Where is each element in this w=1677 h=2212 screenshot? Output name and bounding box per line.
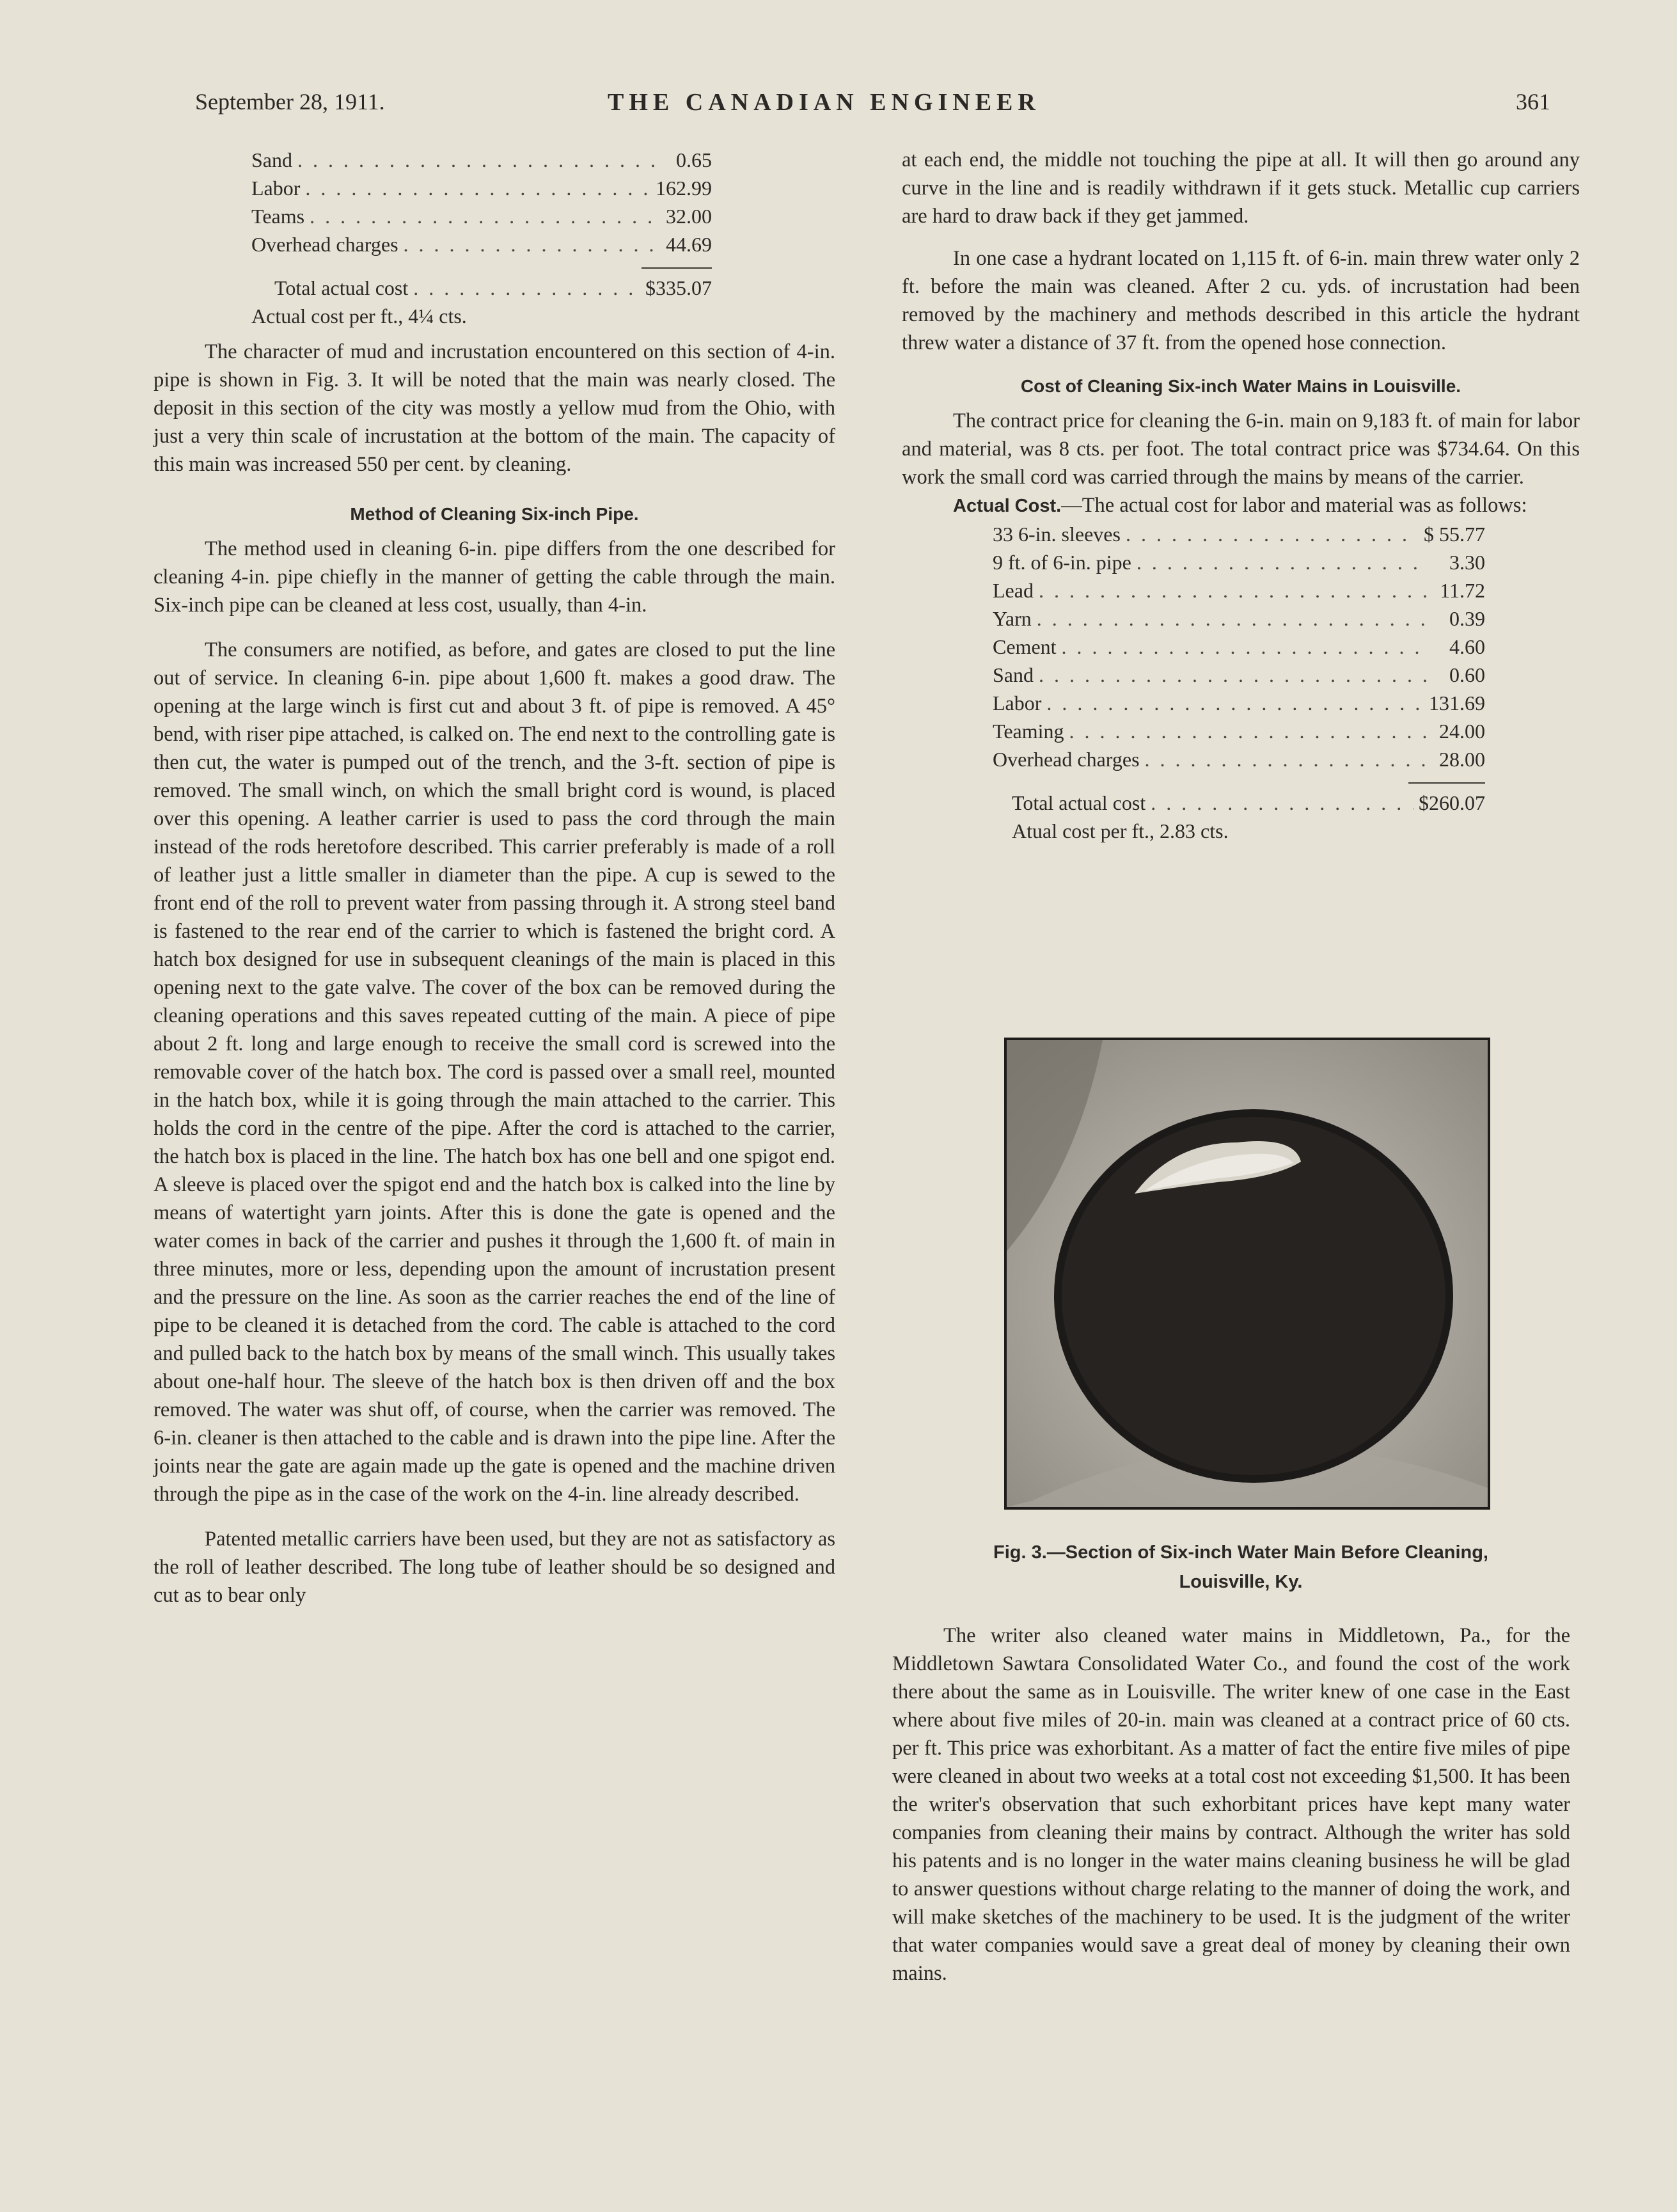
- cost-row: Overhead charges . . . 44.69: [251, 230, 712, 258]
- paragraph: Patented metallic carriers have been used, but they are not as satisfactory as the roll of leather described. The long tube of leather should be so designed and cut as to bear only: [154, 1528, 835, 1607]
- section-heading: Method of Cleaning Six-inch Pipe.: [350, 504, 639, 524]
- cost-row: Sand . . . 0.65: [251, 146, 712, 174]
- run-in-heading: Actual Cost.: [953, 496, 1062, 516]
- section-heading: Cost of Cleaning Six-inch Water Mains in Louisville.: [1020, 376, 1461, 396]
- right-column: [902, 146, 1580, 845]
- cost-per-foot: Actual cost per ft., 4¼ cts.: [251, 304, 467, 328]
- cost-row: Overhead charges . . . 28.00: [993, 745, 1485, 773]
- issue-date: September 28, 1911.: [195, 89, 385, 115]
- paragraph: The method used in cleaning 6-in. pipe differs from the one described for cleaning 4-in. pipe chiefly in the manner of getting the cable through the main. Six-inch pipe can be cleaned at less cost, usually, than 4-in.: [154, 537, 835, 617]
- page-number: 361: [1516, 89, 1550, 115]
- paragraph: Actual Cost.—The actual cost for labor and material was as follows:: [953, 494, 1527, 517]
- paragraph: The contract price for cleaning the 6-in. main on 9,183 ft. of main for labor and material, was 8 cts. per foot. The total contract price was $734.64. On this work the small cord was carried through the mains by means of the carrier.: [902, 409, 1580, 489]
- total-row: Total actual cost . . . $335.07: [251, 274, 712, 302]
- paragraph: at each end, the middle not touching the pipe at all. It will then go around any curve in the line and is readily withdrawn if it gets stuck. Metallic cup carriers are hard to draw back if they get jammed.: [902, 148, 1580, 228]
- cost-table-2: [993, 520, 1485, 845]
- cost-row: Cement . . . 4.60: [993, 633, 1485, 661]
- cost-per-foot: Atual cost per ft., 2.83 cts.: [1012, 819, 1229, 842]
- cost-row: 9 ft. of 6-in. pipe . . . 3.30: [993, 548, 1485, 576]
- paragraph: The character of mud and incrustation encountered on this section of 4-in. pipe is shown in Fig. 3. It will be noted that the main was nearly closed. The deposit in this section of the city was mostly a yellow mud from the Ohio, with just a very thin scale of incrustation at the bottom of the main. The capacity of this main was increased 550 per cent. by cleaning.: [154, 340, 835, 476]
- cost-row: 33 6-in. sleeves . . . $ 55.77: [993, 520, 1485, 548]
- cost-row: Lead . . . 11.72: [993, 576, 1485, 604]
- page-header: [0, 88, 1677, 127]
- journal-title: THE CANADIAN ENGINEER: [608, 89, 1041, 116]
- pipe-section-photo: [1004, 1038, 1490, 1510]
- figure-caption: Fig. 3.—Section of Six-inch Water Main Before Cleaning, Louisville, Ky.: [993, 1542, 1488, 1592]
- sum-rule: [642, 267, 712, 269]
- closing-section: [892, 1622, 1570, 1987]
- sum-rule: [1408, 782, 1485, 784]
- cost-row: Yarn . . . 0.39: [993, 604, 1485, 633]
- paragraph: The writer also cleaned water mains in Middletown, Pa., for the Middletown Sawtara Consolidated Water Co., and found the cost of the work there about the same as in Louisville. The writer knew of one case in the East where about five miles of 20-in. main was cleaned at a contract price of 60 cts. per ft. This price was exhorbitant. As a matter of fact the entire five miles of pipe were cleaned in about two weeks at a total cost not exceeding $1,500. It has been the writer's observation that such exhorbitant prices have kept many water companies from cleaning their mains by contract. Although the writer has sold his patents and is no longer in the water mains cleaning business he will be glad to answer questions without charge relating to the manner of doing the work, and will make sketches of the machinery to be used. It is the judgment of the writer that water companies would save a great deal of money by cleaning their own mains.: [892, 1624, 1570, 1985]
- cost-row: Labor . . . 162.99: [251, 174, 712, 202]
- cost-row: Labor . . . 131.69: [993, 689, 1485, 717]
- left-column: [154, 146, 835, 1609]
- cost-table-1: [251, 146, 712, 330]
- cost-row: Sand . . . 0.60: [993, 661, 1485, 689]
- total-row: Total actual cost . . . $260.07: [993, 789, 1485, 817]
- cost-row: Teams . . . 32.00: [251, 202, 712, 230]
- pipe-section-illustration: [1007, 1040, 1488, 1507]
- cost-row: Teaming . . . 24.00: [993, 717, 1485, 745]
- paragraph: In one case a hydrant located on 1,115 ft. of 6-in. main threw water only 2 ft. before the main was cleaned. After 2 cu. yds. of incrustation had been removed by the machinery and methods described in this article the hydrant threw water a distance of 37 ft. from the opened hose connection.: [902, 247, 1580, 354]
- paragraph: The consumers are notified, as before, and gates are closed to put the line out of service. In cleaning 6-in. pipe about 1,600 ft. makes a good draw. The opening at the large winch is first cut and about 3 ft. of pipe is removed. A 45° bend, with riser pipe attached, is calked on. The end next to the controlling gate is then cut, the water is pumped out of the trench, and the 3-ft. section of pipe is removed. The small winch, on which the small bright cord is wound, is placed over this opening. A leather carrier is used to pass the cord through the main instead of the rods heretofore described. This carrier preferably is made of a roll of leather just a little smaller in diameter than the pipe. A cup is sewed to the front end of the roll to prevent water from passing through it. A strong steel band is fastened to the rear end of the carrier to which is fastened the bright cord. A hatch box designed for use in subsequent cleanings of the main is placed in this opening next to the gate valve. The cover of the box can be removed during the cleaning operations and this saves repeated cutting of the main. A piece of pipe about 2 ft. long and large enough to receive the small cord is screwed into the removable cover of the hatch box. The cord is passed over a small reel, mounted in the hatch box, while it is going through the main attached to the carrier. This holds the cord in the centre of the pipe. After the cord is attached to the carrier, the hatch box is placed in the line. The hatch box has one bell and one spigot end. A sleeve is placed over the spigot end and the hatch box is calked into the line by means of watertight yarn joints. After this is done the gate is opened and the water comes in back of the carrier and pushes it through the 1,600 ft. of main in three minutes, more or less, depending upon the amount of incrustation present and the pressure on the line. As soon as the carrier reaches the end of the line of pipe to be cleaned it is detached from the cord. The cable is attached to the cord and pulled back to the hatch box by means of the small winch. This usually takes about one-half hour. The sleeve of the hatch box is then driven off and the box removed. The water was shut off, of course, when the carrier was removed. The 6-in. cleaner is then attached to the cable and is drawn into the pipe line. After the joints near the gate are again made up the gate is opened and the machine driven through the pipe as in the case of the work on the 4-in. line already described.: [154, 638, 835, 1506]
